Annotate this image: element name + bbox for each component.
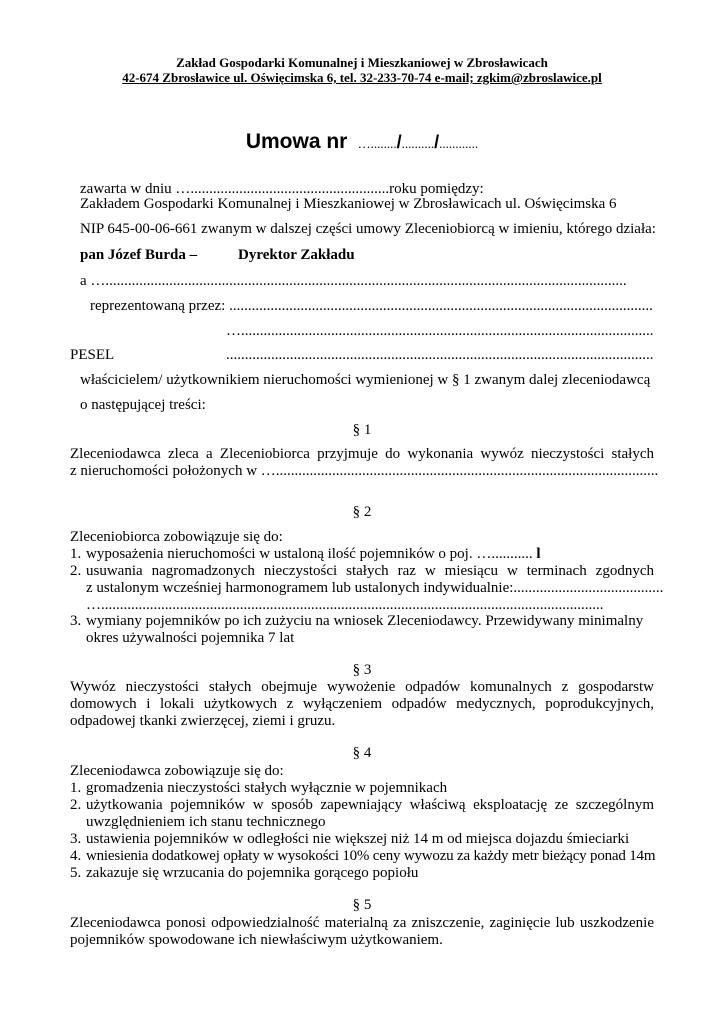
number-field-1: …........: [357, 136, 397, 151]
item-text: zakazuje się wrzucania do pojemnika gorącego popiołu: [86, 865, 419, 881]
item-text: wymiany pojemników po ich zużyciu na wniosek Zleceniodawcy. Przewidywany minimalny: [86, 613, 644, 629]
section-4-item-2-line-2: uwzględnieniem ich stanu technicznego: [86, 814, 326, 830]
section-2-item-2-line-2: z ustalonym wcześniej harmonogramem lub ustalonych indywidualnie:........................................: [86, 580, 664, 596]
item-number: 2.: [70, 563, 82, 579]
content-intro: o następującej treści:: [80, 397, 206, 413]
section-4-item-1: [70, 779, 447, 797]
section-5-line-2: pojemników spowodowane ich niewłaściwym użytkowaniem.: [70, 932, 443, 948]
contractor-line: Zakładem Gospodarki Komunalnej i Mieszkaniowej w Zbrosławicach ul. Oświęcimska 6: [80, 196, 617, 212]
section-2-item-2-line-1: usuwania nagromadzonych nieczystości stałych raz w miesiącu w terminach zgodnych: [86, 563, 654, 579]
company-name: Zakład Gospodarki Komunalnej i Mieszkaniowej w Zbrosławicach: [176, 55, 548, 70]
section-2-heading: § 2: [352, 504, 372, 520]
item-text: ustawienia pojemników w odległości nie większej niż 14 m od miejsca dojazdu śmieciarki: [86, 831, 630, 847]
contract-number: [351, 132, 479, 152]
contract-title: [0, 130, 724, 154]
section-4-item-5: [70, 864, 418, 882]
section-2-item-2: [70, 562, 86, 580]
section-4-item-3: [70, 830, 629, 848]
section-4-heading: § 4: [352, 745, 372, 761]
number-field-3: ............: [439, 136, 479, 151]
section-2-item-3: [70, 612, 643, 630]
section-3-line-2: domowych i lokali użytkowych z wyłączeniem odpadów medycznych, poprodukcyjnych,: [70, 696, 654, 712]
item-number: 2.: [70, 797, 82, 813]
pesel-dots: ..................................................................................................................: [226, 347, 654, 363]
item-text: gromadzenia nieczystości stałych wyłącznie w pojemnikach: [86, 780, 448, 796]
section-2-intro: Zleceniobiorca zobowiązuje się do:: [70, 529, 283, 545]
section-1-line-2: z nieruchomości położonych w …......................................................................................................: [70, 463, 659, 479]
owner-line: właścicielem/ użytkownikiem nieruchomości wymienionej w § 1 zwanym dalej zleceniodawcą: [80, 372, 651, 388]
item-number: 1.: [70, 780, 82, 796]
unit-liters: l: [536, 546, 541, 562]
date-line: zawarta w dniu ….....................................................roku pomiędzy:: [80, 181, 484, 197]
section-3-heading: § 3: [352, 662, 372, 678]
item-text: wniesienia dodatkowej opłaty w wysokości 10% ceny wywozu za każdy metr bieżący ponad 14m: [86, 848, 656, 864]
section-1-heading: § 1: [352, 422, 372, 438]
client-line: a …...........................................................................................................................................: [80, 273, 627, 289]
item-number: 3.: [70, 831, 82, 847]
section-4-intro: Zleceniodawca zobowiązuje się do:: [70, 763, 284, 779]
represented-by-line: reprezentowaną przez: .................................................................................................................: [90, 298, 653, 314]
section-3-line-3: odpadowej tkanki zwierzęcej, ziemi i gruzu.: [70, 713, 336, 729]
section-4-item-2: [70, 796, 86, 814]
section-2-item-1: [70, 545, 541, 563]
section-2-item-3-line-2: okres używalności pojemnika 7 lat: [86, 630, 295, 646]
section-1-line-1: Zleceniodawca zleca a Zleceniobiorca przyjmuje do wykonania wywóz nieczystości stałych: [70, 446, 654, 462]
section-5-heading: § 5: [352, 897, 372, 913]
section-4-item-4: [70, 847, 655, 865]
section-5-line-1: Zleceniodawca ponosi odpowiedzialność materialną za zniszczenie, zaginięcie lub uszkodzenie: [70, 915, 654, 931]
representative-title: Dyrektor Zakładu: [238, 247, 355, 263]
section-3-line-1: Wywóz nieczystości stałych obejmuje wywożenie odpadów komunalnych z gospodarstw: [70, 679, 654, 695]
pesel-label: PESEL: [70, 347, 115, 363]
section-4-item-2-line-1: użytkowania pojemników w sposób zapewniający właściwą eksploatację ze szczególnym: [86, 797, 654, 813]
item-number: 3.: [70, 613, 82, 629]
number-slash-1: /: [396, 132, 402, 152]
item-number: 4.: [70, 848, 82, 864]
number-field-2: ..........: [401, 136, 435, 151]
number-slash-2: /: [434, 132, 440, 152]
representative-name: pan Józef Burda –: [80, 247, 198, 263]
represented-by-dots: …..............................................................................................................: [226, 323, 654, 339]
item-number: 5.: [70, 865, 82, 881]
nip-line: NIP 645-00-06-661 zwanym w dalszej części umowy Zleceniobiorcą w imieniu, którego działa:: [80, 221, 656, 237]
item-number: 1.: [70, 546, 82, 562]
section-2-item-2-line-3: …......................................................................................................................................: [86, 597, 604, 613]
title-label: Umowa nr: [245, 130, 348, 153]
item-text: wyposażenia nieruchomości w ustaloną ilość pojemników o poj. …...........: [86, 546, 537, 562]
company-address: 42-674 Zbrosławice ul. Oświęcimska 6, tel. 32-233-70-74 e-mail; zgkim@zbroslawice.pl: [122, 70, 602, 85]
